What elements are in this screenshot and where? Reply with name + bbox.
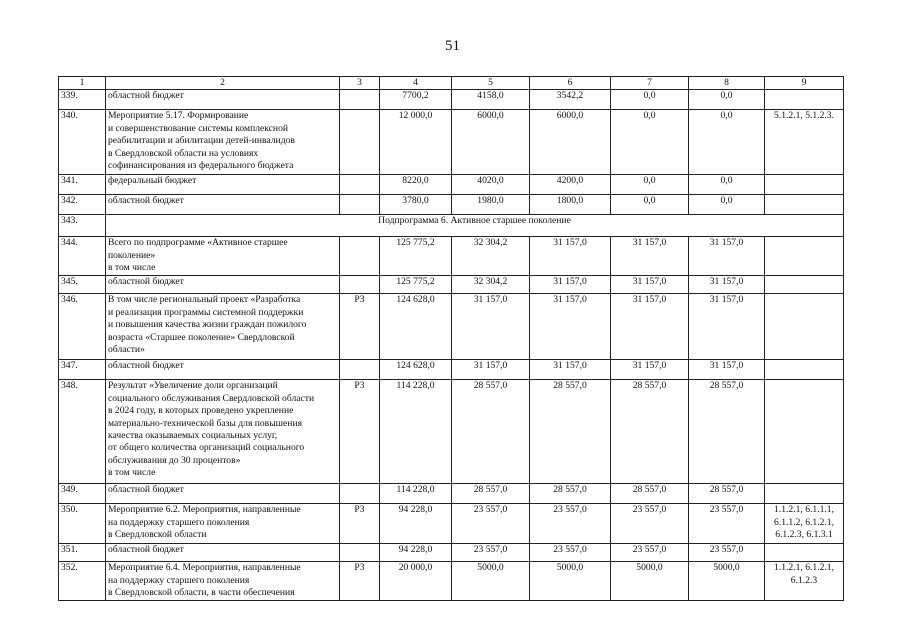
value-year-3-text: 28 557,0 (632, 380, 667, 392)
target-refs (765, 544, 844, 562)
row-name (106, 237, 340, 276)
target-refs (765, 360, 844, 380)
value-year-3-text: 23 557,0 (632, 544, 667, 556)
value-year-3 (611, 195, 689, 215)
value-year-3 (611, 360, 689, 380)
value-year-2-text: 31 157,0 (553, 276, 587, 288)
column-header: 5 (452, 77, 530, 90)
value-total-text: 125 775,2 (396, 237, 435, 249)
value-year-2 (530, 110, 611, 175)
value-total-text: 114 228,0 (396, 484, 435, 496)
value-year-2 (530, 195, 611, 215)
value-year-4-text: 5000,0 (713, 562, 740, 574)
row-code (340, 195, 380, 215)
target-refs (765, 90, 844, 110)
value-year-4-text: 23 557,0 (709, 544, 744, 556)
target-refs (765, 380, 844, 484)
row-code (340, 294, 380, 360)
row-number-text: 340. (61, 110, 78, 122)
row-name-text: Результат «Увеличение доли организаций социального обслуживания Свердловской области в 2024 году, в которых проведено укрепление материально-технической базы для повышения качества оказываемых социальных услуг, от общего количества организаций социального обслуживания до 30 процентов» в том числе (108, 380, 315, 479)
value-total (380, 544, 452, 562)
row-name (106, 562, 340, 600)
row-name-text: Мероприятие 6.4. Мероприятия, направленные на поддержку старшего поколения в Свердловской области, в части обеспечения (108, 562, 301, 599)
value-year-4-text: 0,0 (720, 175, 733, 187)
target-refs (765, 294, 844, 360)
row-name-text: областной бюджет (108, 90, 184, 102)
value-year-4 (689, 380, 765, 484)
subprogram-row (59, 215, 844, 237)
table-row (59, 484, 844, 504)
row-name (106, 504, 340, 544)
column-header: 4 (380, 77, 452, 90)
value-total (380, 276, 452, 294)
row-code (340, 276, 380, 294)
value-year-1 (452, 544, 530, 562)
value-year-3 (611, 276, 689, 294)
value-total-text: 124 628,0 (396, 360, 435, 372)
value-year-2-text: 3542,2 (556, 90, 584, 102)
target-refs (765, 276, 844, 294)
row-name-text: В том числе региональный проект «Разработка и реализация программы системной поддержки и повышения качества жизни граждан пожилого возраста «Старшее поколение» Свердловской области» (108, 294, 307, 356)
value-total (380, 110, 452, 175)
value-year-2 (530, 237, 611, 276)
table-row (59, 504, 844, 544)
row-code (340, 562, 380, 600)
value-year-4-text: 23 557,0 (709, 504, 744, 516)
value-year-1 (452, 175, 530, 195)
value-year-2-text: 28 557,0 (553, 484, 587, 496)
value-year-2 (530, 380, 611, 484)
row-name-text: Мероприятие 6.2. Мероприятия, направленные на поддержку старшего поколения в Свердловской области (108, 504, 301, 541)
value-year-2-text: 28 557,0 (553, 380, 587, 392)
row-name (106, 484, 340, 504)
value-year-4 (689, 544, 765, 562)
value-year-2-text: 6000,0 (556, 110, 584, 122)
row-name-text: Мероприятие 5.17. Формирование и совершенствование системы комплексной реабилитации и абилитации детей-инвалидов в Свердловской области на условиях софинансирования из федерального бюджета (108, 110, 295, 172)
row-number (59, 544, 106, 562)
row-code (340, 175, 380, 195)
row-number (59, 195, 106, 215)
value-year-3 (611, 380, 689, 484)
value-total (380, 380, 452, 484)
value-year-4-text: 28 557,0 (709, 484, 744, 496)
value-total (380, 175, 452, 195)
value-total-text: 124 628,0 (396, 294, 435, 306)
row-name-text: областной бюджет (108, 544, 184, 556)
page-number: 51 (445, 38, 460, 54)
value-total-text: 20 000,0 (398, 562, 433, 574)
value-total-text: 12 000,0 (398, 110, 433, 122)
value-year-1-text: 28 557,0 (473, 484, 508, 496)
value-year-3-text: 5000,0 (636, 562, 663, 574)
row-number (59, 294, 106, 360)
table-row (59, 276, 844, 294)
value-year-1 (452, 276, 530, 294)
value-year-1-text: 23 557,0 (473, 544, 508, 556)
value-year-2 (530, 360, 611, 380)
subprogram-title-text: Подпрограмма 6. Активное старшее поколение (378, 215, 571, 227)
target-refs-text: 1.1.2.1, 6.1.1.1, 6.1.1.2, 6.1.2.1, 6.1.2.3, 6.1.3.1 (774, 504, 834, 541)
row-number (59, 562, 106, 600)
row-number (59, 504, 106, 544)
budget-table (58, 76, 844, 601)
value-year-1 (452, 237, 530, 276)
row-number-text: 343. (61, 215, 78, 227)
value-year-2-text: 23 557,0 (553, 544, 587, 556)
value-year-1-text: 28 557,0 (473, 380, 508, 392)
value-year-3 (611, 484, 689, 504)
target-refs-text: 5.1.2.1, 5.1.2.3. (774, 110, 834, 122)
value-total-text: 94 228,0 (398, 544, 433, 556)
value-year-4 (689, 294, 765, 360)
column-header: 3 (340, 77, 380, 90)
row-code (340, 484, 380, 504)
target-refs (765, 237, 844, 276)
table-row (59, 90, 844, 110)
value-total (380, 90, 452, 110)
row-number (59, 237, 106, 276)
row-name (106, 544, 340, 562)
value-year-4-text: 0,0 (720, 195, 733, 207)
value-year-2-text: 31 157,0 (553, 294, 587, 306)
row-name (106, 195, 340, 215)
column-header-row (59, 77, 844, 90)
row-number-text: 349. (61, 484, 78, 496)
row-name (106, 360, 340, 380)
table-row (59, 294, 844, 360)
column-header: 1 (59, 77, 106, 90)
row-code-text: Р3 (354, 562, 365, 574)
value-year-2 (530, 90, 611, 110)
value-year-2-text: 31 157,0 (553, 237, 587, 249)
value-year-3-text: 31 157,0 (632, 294, 667, 306)
table-row (59, 175, 844, 195)
value-year-2-text: 23 557,0 (553, 504, 587, 516)
value-year-2 (530, 484, 611, 504)
row-name-text: областной бюджет (108, 195, 184, 207)
row-name (106, 175, 340, 195)
row-number-text: 352. (61, 562, 78, 574)
value-year-1-text: 4158,0 (477, 90, 504, 102)
value-total-text: 8220,0 (402, 175, 429, 187)
row-number (59, 110, 106, 175)
column-header: 9 (765, 77, 844, 90)
row-code (340, 380, 380, 484)
subprogram-title (106, 215, 844, 237)
row-name (106, 276, 340, 294)
row-number (59, 175, 106, 195)
row-name (106, 294, 340, 360)
value-total (380, 294, 452, 360)
value-total-text: 125 775,2 (396, 276, 435, 288)
value-total (380, 237, 452, 276)
value-year-1 (452, 110, 530, 175)
table-row (59, 360, 844, 380)
value-year-1-text: 32 304,2 (473, 237, 508, 249)
table-row (59, 562, 844, 600)
row-name-text: областной бюджет (108, 360, 184, 372)
value-year-3 (611, 294, 689, 360)
row-code-text: Р3 (354, 294, 365, 306)
row-number-text: 345. (61, 276, 78, 288)
table-row (59, 110, 844, 175)
value-year-4 (689, 237, 765, 276)
value-year-1-text: 23 557,0 (473, 504, 508, 516)
row-name (106, 110, 340, 175)
row-code (340, 360, 380, 380)
target-refs-text: 1.1.2.1, 6.1.2.1, 6.1.2.3 (774, 562, 834, 586)
value-year-2 (530, 504, 611, 544)
value-year-4 (689, 110, 765, 175)
value-year-2 (530, 544, 611, 562)
value-year-4 (689, 90, 765, 110)
value-year-3 (611, 504, 689, 544)
value-year-3-text: 0,0 (643, 175, 656, 187)
row-name-text: областной бюджет (108, 276, 184, 288)
value-total-text: 3780,0 (402, 195, 429, 207)
value-year-4-text: 31 157,0 (709, 294, 744, 306)
value-total (380, 562, 452, 600)
value-year-2 (530, 276, 611, 294)
table-row (59, 380, 844, 484)
row-number-text: 351. (61, 544, 78, 556)
row-name-text: федеральный бюджет (108, 175, 197, 187)
row-code-text: Р3 (354, 380, 365, 392)
value-total (380, 484, 452, 504)
value-year-3-text: 0,0 (643, 195, 656, 207)
value-year-1 (452, 504, 530, 544)
row-number (59, 380, 106, 484)
target-refs (765, 504, 844, 544)
value-year-3 (611, 237, 689, 276)
row-name (106, 380, 340, 484)
value-year-2-text: 4200,0 (556, 175, 584, 187)
value-year-1 (452, 380, 530, 484)
value-year-3-text: 31 157,0 (632, 360, 667, 372)
row-code-text: Р3 (354, 504, 365, 516)
row-number (59, 484, 106, 504)
value-year-1-text: 6000,0 (477, 110, 504, 122)
row-code (340, 110, 380, 175)
value-year-2 (530, 562, 611, 600)
value-year-3 (611, 544, 689, 562)
value-year-2-text: 1800,0 (556, 195, 584, 207)
value-year-3-text: 0,0 (643, 110, 656, 122)
row-number-text: 348. (61, 380, 78, 392)
row-number-text: 346. (61, 294, 78, 306)
row-number (59, 276, 106, 294)
value-year-1 (452, 484, 530, 504)
value-year-1-text: 1980,0 (477, 195, 504, 207)
row-name (106, 90, 340, 110)
value-year-3-text: 31 157,0 (632, 237, 667, 249)
value-year-4 (689, 562, 765, 600)
row-number-text: 342. (61, 195, 78, 207)
value-year-4-text: 31 157,0 (709, 237, 744, 249)
row-name-text: областной бюджет (108, 484, 184, 496)
value-year-3-text: 31 157,0 (632, 276, 667, 288)
target-refs (765, 110, 844, 175)
value-total (380, 360, 452, 380)
value-year-2 (530, 294, 611, 360)
value-year-1 (452, 90, 530, 110)
table-row (59, 544, 844, 562)
value-total (380, 504, 452, 544)
value-year-3 (611, 175, 689, 195)
value-year-4-text: 31 157,0 (709, 360, 744, 372)
value-year-1-text: 31 157,0 (473, 294, 508, 306)
value-year-1 (452, 294, 530, 360)
row-code (340, 90, 380, 110)
value-total-text: 7700,2 (402, 90, 429, 102)
value-year-3-text: 28 557,0 (632, 484, 667, 496)
row-number-text: 350. (61, 504, 78, 516)
value-year-1-text: 5000,0 (477, 562, 504, 574)
row-number-text: 341. (61, 175, 78, 187)
value-year-1 (452, 195, 530, 215)
row-number-text: 344. (61, 237, 78, 249)
row-number (59, 215, 106, 237)
value-year-2-text: 5000,0 (556, 562, 584, 574)
column-header: 7 (611, 77, 689, 90)
column-header: 8 (689, 77, 765, 90)
value-year-4 (689, 484, 765, 504)
value-year-3-text: 0,0 (643, 90, 656, 102)
row-code (340, 504, 380, 544)
value-year-4-text: 31 157,0 (709, 276, 744, 288)
value-year-3 (611, 90, 689, 110)
row-number-text: 347. (61, 360, 78, 372)
row-number (59, 90, 106, 110)
row-number-text: 339. (61, 90, 78, 102)
table-row (59, 195, 844, 215)
value-year-4 (689, 360, 765, 380)
value-year-2 (530, 175, 611, 195)
target-refs (765, 195, 844, 215)
value-year-2-text: 31 157,0 (553, 360, 587, 372)
value-year-4 (689, 175, 765, 195)
value-year-4-text: 28 557,0 (709, 380, 744, 392)
value-year-4 (689, 504, 765, 544)
value-year-4 (689, 276, 765, 294)
value-year-1-text: 31 157,0 (473, 360, 508, 372)
value-year-1 (452, 360, 530, 380)
value-total-text: 114 228,0 (396, 380, 435, 392)
target-refs (765, 175, 844, 195)
row-code (340, 237, 380, 276)
column-header: 6 (530, 77, 611, 90)
value-total (380, 195, 452, 215)
value-year-4-text: 0,0 (720, 90, 733, 102)
value-year-3-text: 23 557,0 (632, 504, 667, 516)
value-year-4 (689, 195, 765, 215)
target-refs (765, 562, 844, 600)
target-refs (765, 484, 844, 504)
value-total-text: 94 228,0 (398, 504, 433, 516)
value-year-3 (611, 562, 689, 600)
row-number (59, 360, 106, 380)
value-year-1-text: 4020,0 (477, 175, 504, 187)
row-code (340, 544, 380, 562)
table-row (59, 237, 844, 276)
value-year-3 (611, 110, 689, 175)
column-header: 2 (106, 77, 340, 90)
row-name-text: Всего по подпрограмме «Активное старшее поколение» в том числе (108, 237, 288, 274)
value-year-4-text: 0,0 (720, 110, 733, 122)
value-year-1 (452, 562, 530, 600)
value-year-1-text: 32 304,2 (473, 276, 508, 288)
